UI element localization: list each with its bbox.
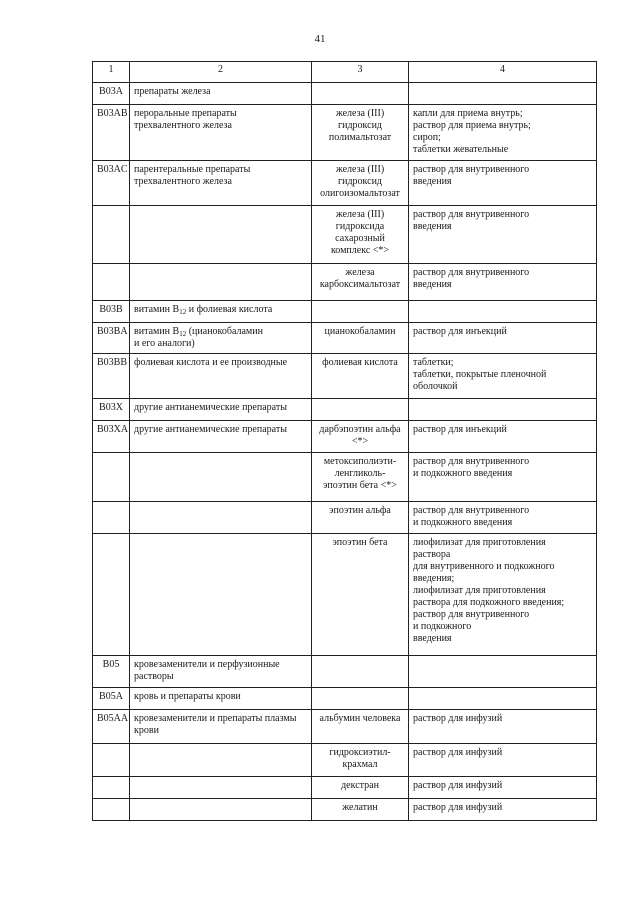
dosage-forms: таблетки; таблетки, покрытые пленочной оболочкой bbox=[409, 354, 597, 399]
group-name bbox=[130, 534, 312, 656]
dosage-forms: раствор для инъекций bbox=[409, 323, 597, 354]
group-name: пероральные препараты трехвалентного железа bbox=[130, 105, 312, 161]
drug-name: дарбэпоэтин альфа <*> bbox=[312, 421, 409, 453]
table-row bbox=[93, 502, 597, 534]
drug-name: фолиевая кислота bbox=[312, 354, 409, 399]
drug-name bbox=[312, 688, 409, 710]
atc-code: B03X bbox=[93, 399, 130, 421]
table-row bbox=[93, 399, 597, 421]
header-col-3: 3 bbox=[312, 62, 409, 83]
atc-code: B03BB bbox=[93, 354, 130, 399]
drug-name: железа (III) гидроксида сахарозный комплекс <*> bbox=[312, 206, 409, 264]
dosage-forms: капли для приема внутрь; раствор для приема внутрь; сироп; таблетки жевательные bbox=[409, 105, 597, 161]
drug-name: альбумин человека bbox=[312, 710, 409, 744]
drug-name: декстран bbox=[312, 777, 409, 799]
dosage-forms: раствор для внутривенного и подкожного введения bbox=[409, 502, 597, 534]
group-name bbox=[130, 502, 312, 534]
dosage-forms bbox=[409, 83, 597, 105]
group-name bbox=[130, 777, 312, 799]
table-row bbox=[93, 656, 597, 688]
group-name: кровь и препараты крови bbox=[130, 688, 312, 710]
group-name-suffix: (цианокобаламин и его аналоги) bbox=[134, 326, 263, 349]
drug-name bbox=[312, 399, 409, 421]
dosage-forms bbox=[409, 656, 597, 688]
atc-code: B03XA bbox=[93, 421, 130, 453]
dosage-forms bbox=[409, 301, 597, 323]
table-row bbox=[93, 421, 597, 453]
drug-name: железа карбоксимальтозат bbox=[312, 264, 409, 301]
table-row bbox=[93, 799, 597, 821]
table-row bbox=[93, 83, 597, 105]
table-header-row bbox=[93, 62, 597, 83]
atc-code bbox=[93, 744, 130, 777]
table-row bbox=[93, 453, 597, 502]
vitamin-subscript: 12 bbox=[179, 308, 187, 316]
table-row bbox=[93, 534, 597, 656]
drug-name bbox=[312, 656, 409, 688]
dosage-forms: раствор для инфузий bbox=[409, 710, 597, 744]
page-number: 41 bbox=[314, 33, 326, 45]
drug-name: желатин bbox=[312, 799, 409, 821]
dosage-forms: раствор для внутривенного введения bbox=[409, 206, 597, 264]
vitamin-subscript: 12 bbox=[179, 330, 187, 338]
atc-code: B03BA bbox=[93, 323, 130, 354]
atc-code bbox=[93, 502, 130, 534]
table-row bbox=[93, 105, 597, 161]
drug-name: гидроксиэтил- крахмал bbox=[312, 744, 409, 777]
table-row bbox=[93, 744, 597, 777]
header-col-2: 2 bbox=[130, 62, 312, 83]
dosage-forms: раствор для инфузий bbox=[409, 777, 597, 799]
dosage-forms: раствор для внутривенного введения bbox=[409, 264, 597, 301]
drug-name: цианокобаламин bbox=[312, 323, 409, 354]
group-name: препараты железа bbox=[130, 83, 312, 105]
table-row bbox=[93, 777, 597, 799]
atc-code: B05AA bbox=[93, 710, 130, 744]
group-name: другие антианемические препараты bbox=[130, 421, 312, 453]
atc-code: B03A bbox=[93, 83, 130, 105]
drug-name: метоксиполиэти- ленгликоль- эпоэтин бета <*> bbox=[312, 453, 409, 502]
table-row bbox=[93, 354, 597, 399]
table-row bbox=[93, 688, 597, 710]
header-col-1: 1 bbox=[93, 62, 130, 83]
drug-name: железа (III) гидроксид полимальтозат bbox=[312, 105, 409, 161]
group-name bbox=[130, 744, 312, 777]
table-row bbox=[93, 710, 597, 744]
dosage-forms bbox=[409, 688, 597, 710]
atc-code: B03B bbox=[93, 301, 130, 323]
group-name-suffix: и фолиевая кислота bbox=[186, 304, 273, 315]
group-name bbox=[130, 323, 312, 354]
group-name: кровезаменители и препараты плазмы крови bbox=[130, 710, 312, 744]
table-row bbox=[93, 301, 597, 323]
group-name: парентеральные препараты трехвалентного железа bbox=[130, 161, 312, 206]
drug-name bbox=[312, 301, 409, 323]
dosage-forms: раствор для внутривенного введения bbox=[409, 161, 597, 206]
dosage-forms: раствор для инъекций bbox=[409, 421, 597, 453]
table-row bbox=[93, 323, 597, 354]
group-name bbox=[130, 301, 312, 323]
atc-code: B05A bbox=[93, 688, 130, 710]
group-name-prefix: витамин B bbox=[134, 326, 180, 337]
atc-code: B05 bbox=[93, 656, 130, 688]
atc-code bbox=[93, 534, 130, 656]
drug-name: эпоэтин альфа bbox=[312, 502, 409, 534]
atc-code bbox=[93, 453, 130, 502]
table-row bbox=[93, 161, 597, 206]
atc-code bbox=[93, 206, 130, 264]
table-row bbox=[93, 206, 597, 264]
group-name bbox=[130, 453, 312, 502]
drug-name: эпоэтин бета bbox=[312, 534, 409, 656]
medicines-table bbox=[92, 61, 597, 821]
dosage-forms: раствор для инфузий bbox=[409, 744, 597, 777]
header-col-4: 4 bbox=[409, 62, 597, 83]
group-name bbox=[130, 206, 312, 264]
dosage-forms: раствор для инфузий bbox=[409, 799, 597, 821]
drug-name: железа (III) гидроксид олигоизомальтозат bbox=[312, 161, 409, 206]
atc-code bbox=[93, 777, 130, 799]
group-name bbox=[130, 799, 312, 821]
drug-name bbox=[312, 83, 409, 105]
dosage-forms: раствор для внутривенного и подкожного введения bbox=[409, 453, 597, 502]
atc-code: B03AB bbox=[93, 105, 130, 161]
group-name-prefix: витамин B bbox=[134, 304, 180, 315]
group-name: фолиевая кислота и ее производные bbox=[130, 354, 312, 399]
group-name: кровезаменители и перфузионные растворы bbox=[130, 656, 312, 688]
dosage-forms: лиофилизат для приготовления раствора для внутривенного и подкожного введения; лиофилизат для приготовления раствора для подкожного введения; раствор для внутривенного и подкожного введения bbox=[409, 534, 597, 656]
group-name: другие антианемические препараты bbox=[130, 399, 312, 421]
table-row bbox=[93, 264, 597, 301]
dosage-forms bbox=[409, 399, 597, 421]
atc-code bbox=[93, 264, 130, 301]
group-name bbox=[130, 264, 312, 301]
atc-code: B03AC bbox=[93, 161, 130, 206]
atc-code bbox=[93, 799, 130, 821]
